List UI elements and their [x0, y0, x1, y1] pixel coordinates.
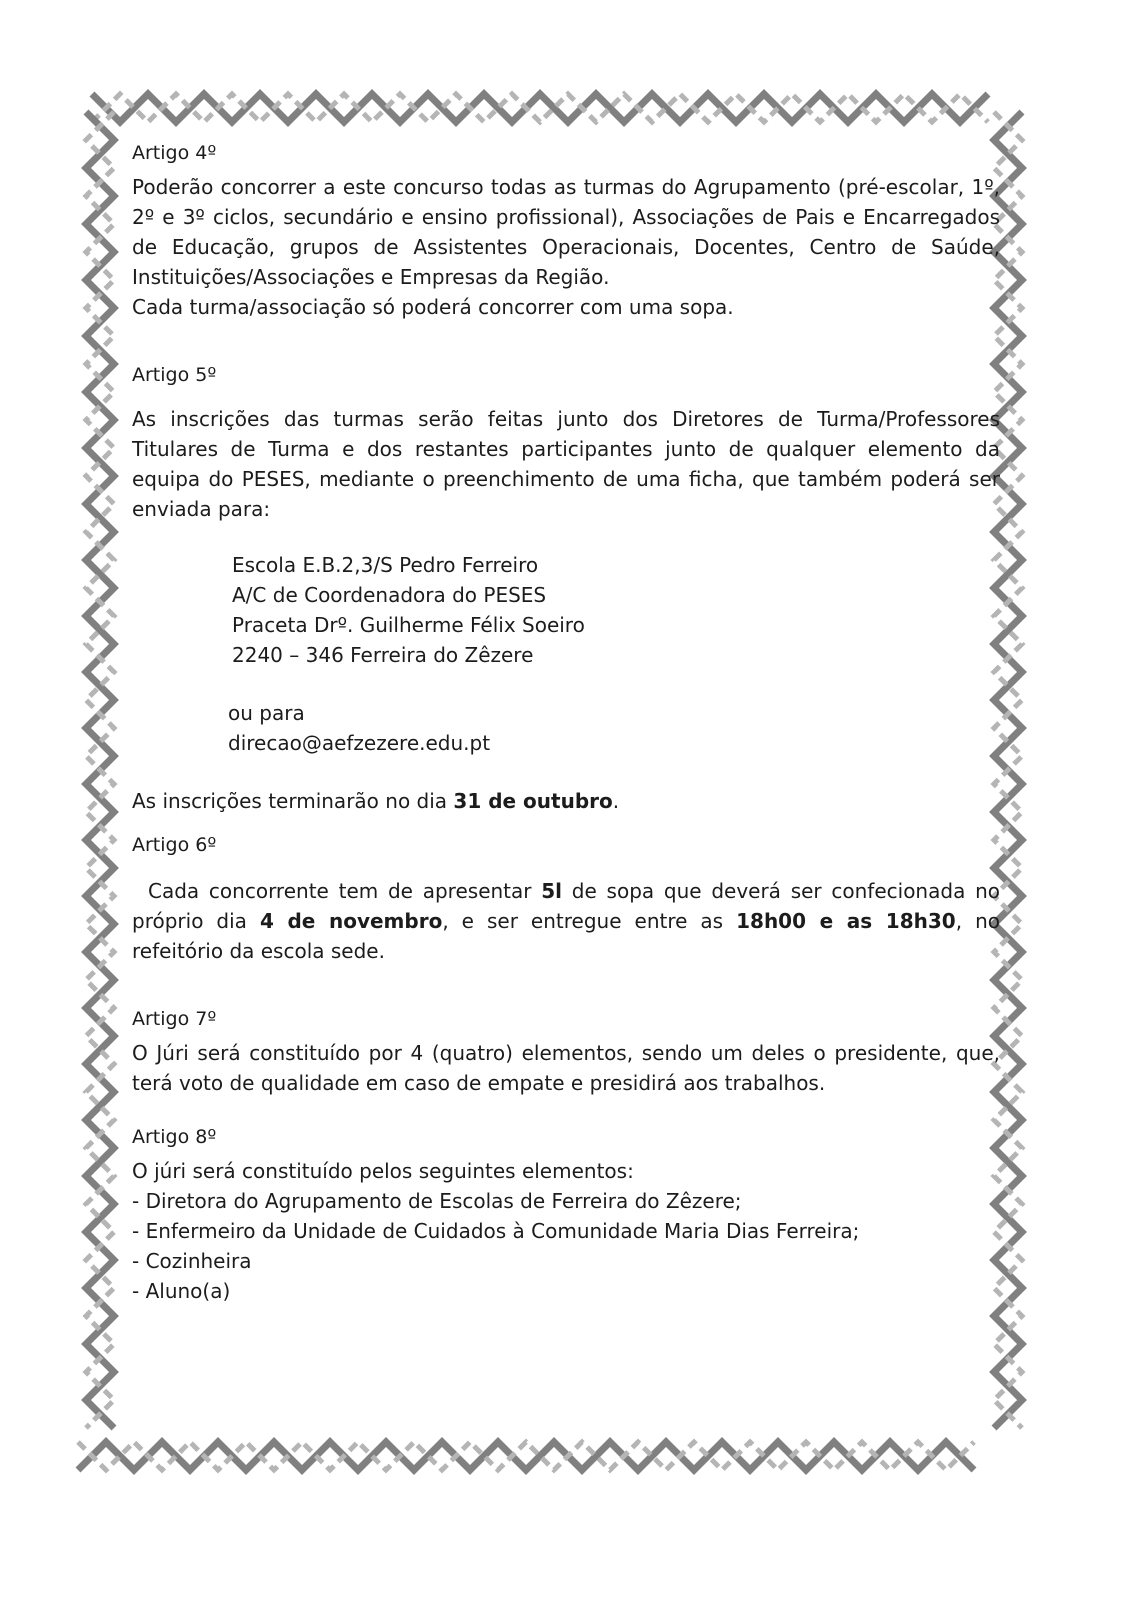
email-address: direcao@aefzezere.edu.pt: [228, 731, 491, 755]
text-segment: Cada concorrente tem de apresentar: [148, 879, 542, 903]
article-6: [132, 830, 1000, 966]
email-contact: [228, 698, 490, 758]
article-4-heading: Artigo 4º: [132, 142, 217, 164]
list-item: - Enfermeiro da Unidade de Cuidados à Comunidade Maria Dias Ferreira;: [132, 1219, 860, 1243]
article-7-heading: Artigo 7º: [132, 1008, 217, 1030]
article-4: [132, 138, 1000, 322]
article-7-text: O Júri será constituído por 4 (quatro) elementos, sendo um deles o presidente, que, terá voto de qualidade em caso de empate e presidirá aos trabalhos.: [132, 1041, 1000, 1095]
address-line: Praceta Drº. Guilherme Félix Soeiro: [232, 613, 585, 637]
registration-deadline: [132, 786, 1000, 816]
article-6-text: [132, 876, 1000, 966]
article-5-text: As inscrições das turmas serão feitas junto dos Diretores de Turma/Professores Titulares de Turma e dos restantes participantes junto de qualquer elemento da equipa do PESES, mediante o preenchimento de uma ficha, que também poderá ser enviada para:: [132, 407, 1000, 521]
list-item: - Cozinheira: [132, 1249, 252, 1273]
address-line: A/C de Coordenadora do PESES: [232, 583, 547, 607]
soup-quantity: 5l: [541, 879, 563, 903]
article-4-text-2: Cada turma/associação só poderá concorrer com uma sopa.: [132, 295, 734, 319]
list-item: - Diretora do Agrupamento de Escolas de Ferreira do Zêzere;: [132, 1189, 742, 1213]
address-line: 2240 – 346 Ferreira do Zêzere: [232, 643, 534, 667]
event-date: 4 de novembro: [259, 909, 443, 933]
text-segment: , no refeitório da escola sede.: [132, 909, 1000, 963]
article-6-heading: Artigo 6º: [132, 834, 217, 856]
address-line: Escola E.B.2,3/S Pedro Ferreiro: [232, 553, 539, 577]
text-segment: , e ser entregue entre as: [442, 909, 737, 933]
deadline-date: 31 de outubro: [453, 789, 613, 813]
mailing-address: [232, 550, 585, 670]
article-8: [132, 1122, 1000, 1306]
list-item: - Aluno(a): [132, 1279, 231, 1303]
article-8-intro: O júri será constituído pelos seguintes elementos:: [132, 1159, 634, 1183]
article-5-heading: Artigo 5º: [132, 364, 217, 386]
deadline-end: .: [612, 789, 620, 813]
deadline-text: As inscrições terminarão no dia: [132, 789, 454, 813]
article-7: [132, 1004, 1000, 1098]
article-4-text: Poderão concorrer a este concurso todas as turmas do Agrupamento (pré-escolar, 1º, 2º e 3º ciclos, secundário e ensino profissional), Associações de Pais e Encarregados de Educação, grupos de Assistentes Operacionais, Docentes, Centro de Saúde, Instituições/Associações e Empresas da Região.: [132, 175, 1000, 289]
article-8-heading: Artigo 8º: [132, 1126, 217, 1148]
or-label: ou para: [228, 701, 305, 725]
delivery-time: 18h00 e as 18h30: [736, 909, 956, 933]
article-5: [132, 360, 1000, 524]
text-segment: de sopa que deverá ser confecionada no próprio dia: [132, 879, 1000, 933]
